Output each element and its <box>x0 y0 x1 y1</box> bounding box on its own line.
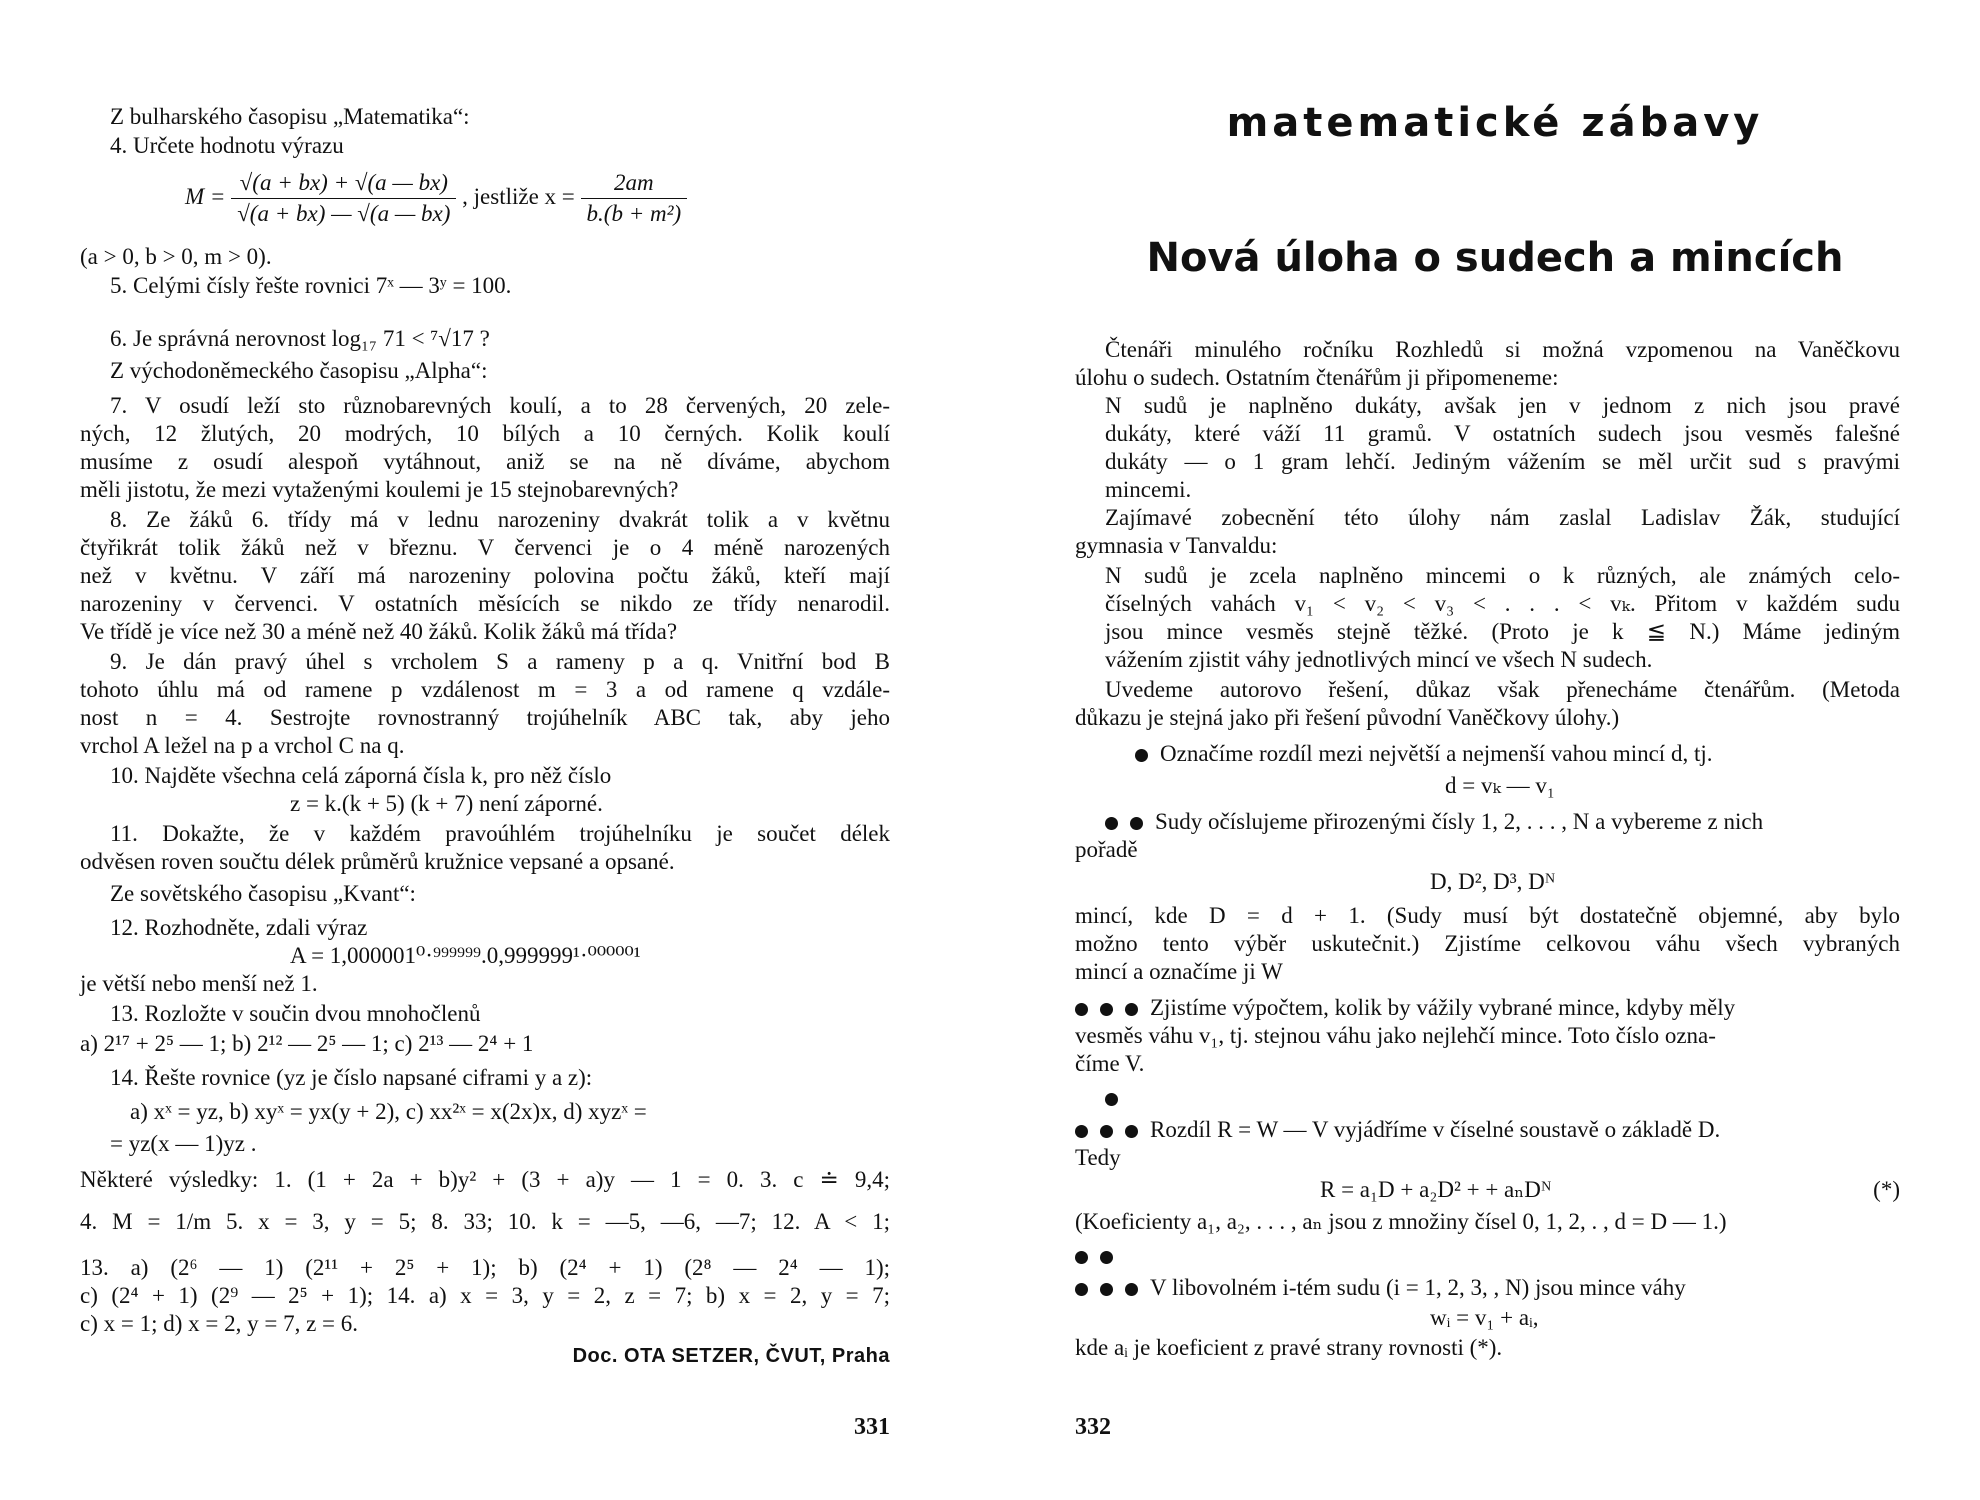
source-heading: Z bulharského časopisu „Matematika“: <box>110 104 470 129</box>
page-number: 332 <box>1075 1414 1111 1440</box>
bullet-icon <box>1125 1125 1138 1138</box>
formula-block <box>185 168 687 229</box>
bullet-icon <box>1100 1251 1113 1264</box>
article-text: dukáty — o 1 gram lehčí. Jediným vážením se měl určit sud s pravými <box>1105 449 1900 474</box>
article-text: vážením zjistit váhy jednotlivých mincí ve všech N sudech. <box>1105 647 1653 672</box>
bullet-icon <box>1125 1283 1138 1296</box>
problem-formula: A = 1,000001⁰·⁹⁹⁹⁹⁹⁹.0,999999¹·⁰⁰⁰⁰⁰¹ <box>290 943 641 968</box>
problem-text: 8. Ze žáků 6. třídy má v lednu narozeniny dvakrát tolik a v květnu <box>110 507 890 532</box>
problem-text: 11. Dokažte, že v každém pravoúhlém trojúhelníku je součet délek <box>110 821 890 846</box>
equation-label: (*) <box>1873 1177 1900 1202</box>
step-text: Zjistíme výpočtem, kolik by vážily vybrané mince, kdyby měly <box>1150 995 1736 1020</box>
article-text: N sudů je zcela naplněno mincemi o k různých, ale známých celo- <box>1105 563 1900 588</box>
bullet-icon <box>1075 1003 1088 1016</box>
problem-formula: a) xˣ = yz, b) xyˣ = yx(y + 2), c) xx²ˣ = x(2x)x, d) xyzˣ = <box>130 1099 647 1124</box>
formula-condition: , jestliže x = <box>462 183 575 209</box>
problem-text: 7. V osudí leží sto různobarevných koulí, a to 28 červených, 20 zele- <box>110 393 890 418</box>
page-number: 331 <box>854 1414 890 1440</box>
step-formula: d = vₖ — v₁ <box>1445 773 1555 798</box>
article-text: Čtenáři minulého ročníku Rozhledů si možná vzpomenou na Vaněčkovu <box>1105 337 1900 362</box>
step-text: Označíme rozdíl mezi největší a nejmenší vahou mincí d, tj. <box>1160 741 1713 766</box>
article-text: (Koeficienty a₁, a₂, . . . , aₙ jsou z množiny čísel 0, 1, 2, . , d = D — 1.) <box>1075 1209 1727 1234</box>
bullet-icon <box>1130 817 1143 830</box>
step-4-marker <box>1105 1084 1130 1112</box>
source-heading: Ze sovětského časopisu „Kvant“: <box>110 881 416 906</box>
results-text: c) x = 1; d) x = 2, y = 7, z = 6. <box>80 1311 359 1336</box>
formula-fraction-2 <box>581 168 688 229</box>
bullet-icon <box>1075 1125 1088 1138</box>
formula-numerator: √(a + bx) + √(a — bx) <box>231 168 456 199</box>
article-text: Zajímavé zobecnění této úlohy nám zaslal Ladislav Žák, studující <box>1105 505 1900 530</box>
results-text: 13. a) (2⁶ — 1) (2¹¹ + 2⁵ + 1); b) (2⁴ + 1) (2⁸ — 2⁴ — 1); <box>80 1255 890 1280</box>
bullet-icon <box>1100 1003 1113 1016</box>
article-text: mincí a označíme ji W <box>1075 959 1283 984</box>
problem-text: 10. Najděte všechna celá záporná čísla k, pro něž číslo <box>110 763 612 788</box>
problem-text: Ve třídě je více než 30 a méně než 40 žáků. Kolik žáků má třída? <box>80 619 678 644</box>
problem-text: tohoto úhlu má od ramene p vzdálenost m = 3 a od ramene q vzdále- <box>80 677 890 702</box>
article-text: vesměs váhu v₁, tj. stejnou váhu jako nejlehčí mince. Toto číslo ozna- <box>1075 1023 1716 1048</box>
step-formula: R = a₁D + a₂D² + + aₙDᴺ <box>1320 1177 1552 1202</box>
results-text: 4. M = 1/m 5. x = 3, y = 5; 8. 33; 10. k = —5, —6, —7; 12. A < 1; <box>80 1209 890 1234</box>
problem-text: 13. Rozložte v součin dvou mnohočlenů <box>110 1001 481 1026</box>
step-formula: D, D², D³, Dᴺ <box>1430 869 1556 894</box>
formula-lhs: M = <box>185 183 226 209</box>
problem-text: 12. Rozhodněte, zdali výraz <box>110 915 368 940</box>
article-text: N sudů je naplněno dukáty, avšak jen v jednom z nich jsou pravé <box>1105 393 1900 418</box>
problem-text: musíme z osudí alespoň vytáhnout, aniž se na ně díváme, abychom <box>80 449 890 474</box>
step-4 <box>1075 1116 1720 1144</box>
right-page <box>1075 0 1915 1500</box>
formula-denominator-2: b.(b + m²) <box>586 201 682 226</box>
left-page <box>80 0 920 1500</box>
step-text: Rozdíl R = W — V vyjádříme v číselné soustavě o základě D. <box>1150 1117 1721 1142</box>
article-text: možno tento výběr uskutečnit.) Zjistíme celkovou váhu všech vybraných <box>1075 931 1900 956</box>
problem-formula: = yz(x — 1)yz . <box>110 1131 257 1156</box>
article-text: pořadě <box>1075 837 1138 862</box>
step-text: Sudy očíslujeme přirozenými čísly 1, 2, . . . , N a vybereme z nich <box>1155 809 1764 834</box>
article-title: Nová úloha o sudech a mincích <box>1146 235 1844 281</box>
problem-text: měli jistotu, že mezi vytaženými koulemi je 15 stejnobarevných? <box>80 477 679 502</box>
article-text: důkazu je stejná jako při řešení původní Vaněčkovy úlohy.) <box>1075 705 1620 730</box>
bullet-icon <box>1100 1125 1113 1138</box>
step-3 <box>1075 994 1735 1022</box>
article-text: číme V. <box>1075 1051 1145 1076</box>
article-text: úlohu o sudech. Ostatním čtenářům ji připomeneme: <box>1075 365 1559 390</box>
problem-text: odvěsen roven součtu délek průměrů kružnice vepsané a opsané. <box>80 849 675 874</box>
step-5 <box>1075 1274 1686 1302</box>
bullet-icon <box>1075 1283 1088 1296</box>
step-5-marker <box>1075 1242 1125 1270</box>
step-1 <box>1135 740 1712 768</box>
problem-text: 9. Je dán pravý úhel s vrcholem S a rameny p a q. Vnitřní bod B <box>110 649 890 674</box>
bullet-icon <box>1135 749 1148 762</box>
results-text: Některé výsledky: 1. (1 + 2a + b)y² + (3 + a)y — 1 = 0. 3. c ≐ 9,4; <box>80 1167 890 1192</box>
article-text: číselných vahách v₁ < v₂ < v₃ < . . . < vₖ. Přitom v každém sudu <box>1105 591 1900 616</box>
step-formula: wᵢ = v₁ + aᵢ, <box>1430 1305 1539 1330</box>
problem-text: je větší nebo menší než 1. <box>80 971 318 996</box>
problem-text: 6. Je správná nerovnost log₁₇ 71 < ⁷√17 ? <box>110 326 490 351</box>
problem-text: než v květnu. V září má narozeniny polovina počtu žáků, kteří mají <box>80 563 890 588</box>
article-text: mincí, kde D = d + 1. (Sudy musí být dostatečně objemné, aby bylo <box>1075 903 1900 928</box>
article-text: Uvedeme autorovo řešení, důkaz však přenecháme čtenářům. (Metoda <box>1105 677 1900 702</box>
formula-fraction <box>231 168 456 229</box>
bullet-icon <box>1125 1003 1138 1016</box>
problem-text: 5. Celými čísly řešte rovnici 7ˣ — 3ʸ = 100. <box>110 273 512 298</box>
article-text: jsou mince vesměs stejně těžké. (Proto je k ≦ N.) Máme jediným <box>1105 619 1900 644</box>
problem-text: nost n = 4. Sestrojte rovnostranný trojúhelník ABC tak, aby jeho <box>80 705 890 730</box>
results-text: c) (2⁴ + 1) (2⁹ — 2⁵ + 1); 14. a) x = 3, y = 2, z = 7; b) x = 2, y = 7; <box>80 1283 890 1308</box>
bullet-icon <box>1100 1283 1113 1296</box>
problem-formula: z = k.(k + 5) (k + 7) není záporné. <box>290 791 603 816</box>
article-text: gymnasia v Tanvaldu: <box>1075 533 1278 558</box>
problem-text: 4. Určete hodnotu výrazu <box>110 133 344 158</box>
article-text: Tedy <box>1075 1145 1121 1170</box>
section-title: matematické zábavy <box>1226 100 1764 146</box>
problem-text: čtyřikrát tolik žáků než v březnu. V červenci je o 4 méně narozených <box>80 535 890 560</box>
article-text: dukáty, které váží 11 gramů. V ostatních sudech jsou vesměs falešné <box>1105 421 1900 446</box>
source-heading: Z východoněmeckého časopisu „Alpha“: <box>110 358 488 383</box>
bullet-icon <box>1105 1093 1118 1106</box>
problem-text: ných, 12 žlutých, 20 modrých, 10 bílých a 10 černých. Kolik koulí <box>80 421 890 446</box>
problem-formula: a) 2¹⁷ + 2⁵ — 1; b) 2¹² — 2⁵ — 1; c) 2¹³ — 2⁴ + 1 <box>80 1031 534 1056</box>
formula-denominator: √(a + bx) — √(a — bx) <box>237 201 451 226</box>
step-2 <box>1105 808 1763 836</box>
problem-text: narozeniny v červenci. V ostatních měsících se nikdo ze třídy nenarodil. <box>80 591 890 616</box>
bullet-icon <box>1075 1251 1088 1264</box>
bullet-icon <box>1105 817 1118 830</box>
author-signature: Doc. OTA SETZER, ČVUT, Praha <box>572 1345 890 1367</box>
formula-numerator-2: 2am <box>581 168 688 199</box>
article-text: mincemi. <box>1105 477 1192 502</box>
step-text: V libovolném i-tém sudu (i = 1, 2, 3, , N) jsou mince váhy <box>1150 1275 1686 1300</box>
problem-text: vrchol A ležel na p a vrchol C na q. <box>80 733 405 758</box>
article-text: kde aᵢ je koeficient z pravé strany rovnosti (*). <box>1075 1335 1503 1360</box>
problem-text: (a > 0, b > 0, m > 0). <box>80 244 272 269</box>
problem-text: 14. Řešte rovnice (yz je číslo napsané ciframi y a z): <box>110 1065 593 1090</box>
